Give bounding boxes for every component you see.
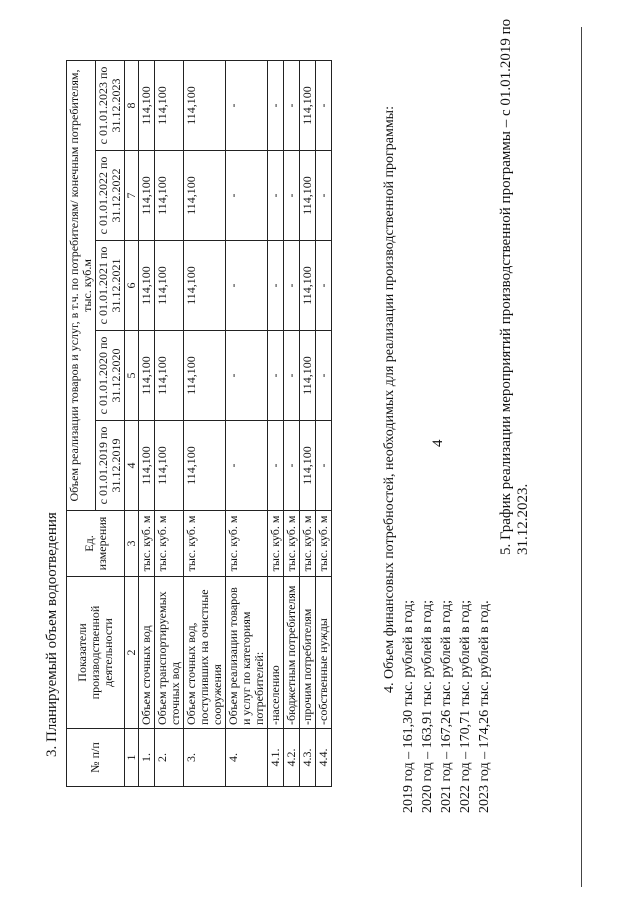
row-value: - <box>226 61 268 151</box>
row-value: 114,100 <box>139 151 155 241</box>
column-index: 6 <box>125 241 139 331</box>
row-num: 4. <box>226 729 268 787</box>
row-value: 114,100 <box>184 151 226 241</box>
financial-line-2020: 2020 год – 163,91 тыс. рублей в год; <box>420 599 435 813</box>
row-unit: тыс. куб. м <box>300 511 316 577</box>
row-value: - <box>316 421 332 511</box>
header-volume-group: Объем реализации товаров и услуг, в т.ч. по потребителям/ конечным потребителям, тыс. куб.м <box>67 61 96 511</box>
row-num: 4.1. <box>268 729 284 787</box>
row-value: 114,100 <box>155 61 184 151</box>
planned-volume-table-wrapper <box>66 60 332 787</box>
financial-line-2023: 2023 год – 174,26 тыс. рублей в год. <box>477 600 492 813</box>
row-value: - <box>268 151 284 241</box>
row-value: 114,100 <box>184 61 226 151</box>
financial-needs-title: 4. Объем финансовых потребностей, необходимых для реализации производственной программы: <box>382 106 397 693</box>
row-value: - <box>284 241 300 331</box>
financial-line-2022: 2022 год – 170,71 тыс. рублей в год; <box>458 599 473 813</box>
row-value: 114,100 <box>300 61 316 151</box>
planned-volume-table <box>66 60 332 787</box>
table-row <box>284 61 300 787</box>
row-unit: тыс. куб. м <box>139 511 155 577</box>
row-indicator: -прочим потребителям <box>300 577 316 729</box>
row-value: 114,100 <box>184 421 226 511</box>
row-indicator: -населению <box>268 577 284 729</box>
row-value: 114,100 <box>300 151 316 241</box>
row-value: 114,100 <box>184 241 226 331</box>
row-unit: тыс. куб. м <box>226 511 268 577</box>
row-value: - <box>284 421 300 511</box>
row-value: 114,100 <box>155 241 184 331</box>
row-value: - <box>284 151 300 241</box>
table-row <box>316 61 332 787</box>
financial-line-2021: 2021 год – 167,26 тыс. рублей в год; <box>439 599 454 813</box>
row-value: 114,100 <box>300 241 316 331</box>
row-value: - <box>226 331 268 421</box>
row-value: 114,100 <box>155 331 184 421</box>
table-row <box>268 61 284 787</box>
header-unit: Ед. измерения <box>67 511 125 577</box>
header-num: № п/п <box>67 729 125 787</box>
row-num: 3. <box>184 729 226 787</box>
row-value: - <box>284 61 300 151</box>
row-num: 4.4. <box>316 729 332 787</box>
header-period-2023: с 01.01.2023 по 31.12.2023 <box>96 61 125 151</box>
row-value: - <box>316 151 332 241</box>
row-value: 114,100 <box>155 421 184 511</box>
row-value: 114,100 <box>139 331 155 421</box>
row-value: - <box>268 331 284 421</box>
row-value: - <box>316 61 332 151</box>
row-num: 4.3. <box>300 729 316 787</box>
row-indicator: -собственные нужды <box>316 577 332 729</box>
column-index: 1 <box>125 729 139 787</box>
row-value: - <box>268 421 284 511</box>
column-index: 2 <box>125 577 139 729</box>
column-index: 4 <box>125 421 139 511</box>
row-value: 114,100 <box>139 421 155 511</box>
header-period-2020: с 01.01.2020 по 31.12.2020 <box>96 331 125 421</box>
row-value: - <box>226 241 268 331</box>
header-indicator: Показатели производственной деятельности <box>67 577 125 729</box>
row-value: 114,100 <box>155 151 184 241</box>
financial-line-2019: 2019 год – 161,30 тыс. рублей в год; <box>401 599 416 813</box>
schedule-line: 5. График реализации мероприятий производственной программы – с 01.01.2019 по 31.12.2023. <box>498 18 531 555</box>
row-value: - <box>268 61 284 151</box>
financial-needs-section <box>380 106 494 813</box>
row-unit: тыс. куб. м <box>155 511 184 577</box>
header-period-2021: с 01.01.2021 по 31.12.2021 <box>96 241 125 331</box>
row-indicator: Объем транспортируемых сточных вод <box>155 577 184 729</box>
column-index: 7 <box>125 151 139 241</box>
row-value: 114,100 <box>300 331 316 421</box>
section-heading: 3. Планируемый объем водоотведения <box>44 512 60 757</box>
header-period-2022: с 01.01.2022 по 31.12.2022 <box>96 151 125 241</box>
row-value: - <box>284 331 300 421</box>
row-unit: тыс. куб. м <box>268 511 284 577</box>
row-unit: тыс. куб. м <box>316 511 332 577</box>
table-row <box>139 61 155 787</box>
row-indicator: -бюджетным потребителям <box>284 577 300 729</box>
column-index: 5 <box>125 331 139 421</box>
table-row <box>300 61 316 787</box>
row-unit: тыс. куб. м <box>184 511 226 577</box>
row-value: 114,100 <box>300 421 316 511</box>
row-num: 4.2. <box>284 729 300 787</box>
row-value: - <box>268 241 284 331</box>
row-value: 114,100 <box>184 331 226 421</box>
table-row <box>155 61 184 787</box>
row-value: - <box>316 331 332 421</box>
table-row <box>226 61 268 787</box>
column-index: 3 <box>125 511 139 577</box>
page-number: 4 <box>430 439 446 447</box>
column-index-row <box>125 61 139 787</box>
table-row <box>184 61 226 787</box>
row-unit: тыс. куб. м <box>284 511 300 577</box>
row-num: 2. <box>155 729 184 787</box>
row-num: 1. <box>139 729 155 787</box>
row-value: - <box>226 421 268 511</box>
row-value: 114,100 <box>139 241 155 331</box>
row-value: 114,100 <box>139 61 155 151</box>
row-value: - <box>316 241 332 331</box>
row-value: - <box>226 151 268 241</box>
row-indicator: Объем сточных вод, поступивших на очистные сооружения <box>184 577 226 729</box>
page-divider-line <box>581 27 582 887</box>
row-indicator: Объем сточных вод <box>139 577 155 729</box>
column-index: 8 <box>125 61 139 151</box>
row-indicator: Объем реализации товаров и услуг по категориям потребителей: <box>226 577 268 729</box>
header-period-2019: с 01.01.2019 по 31.12.2019 <box>96 421 125 511</box>
